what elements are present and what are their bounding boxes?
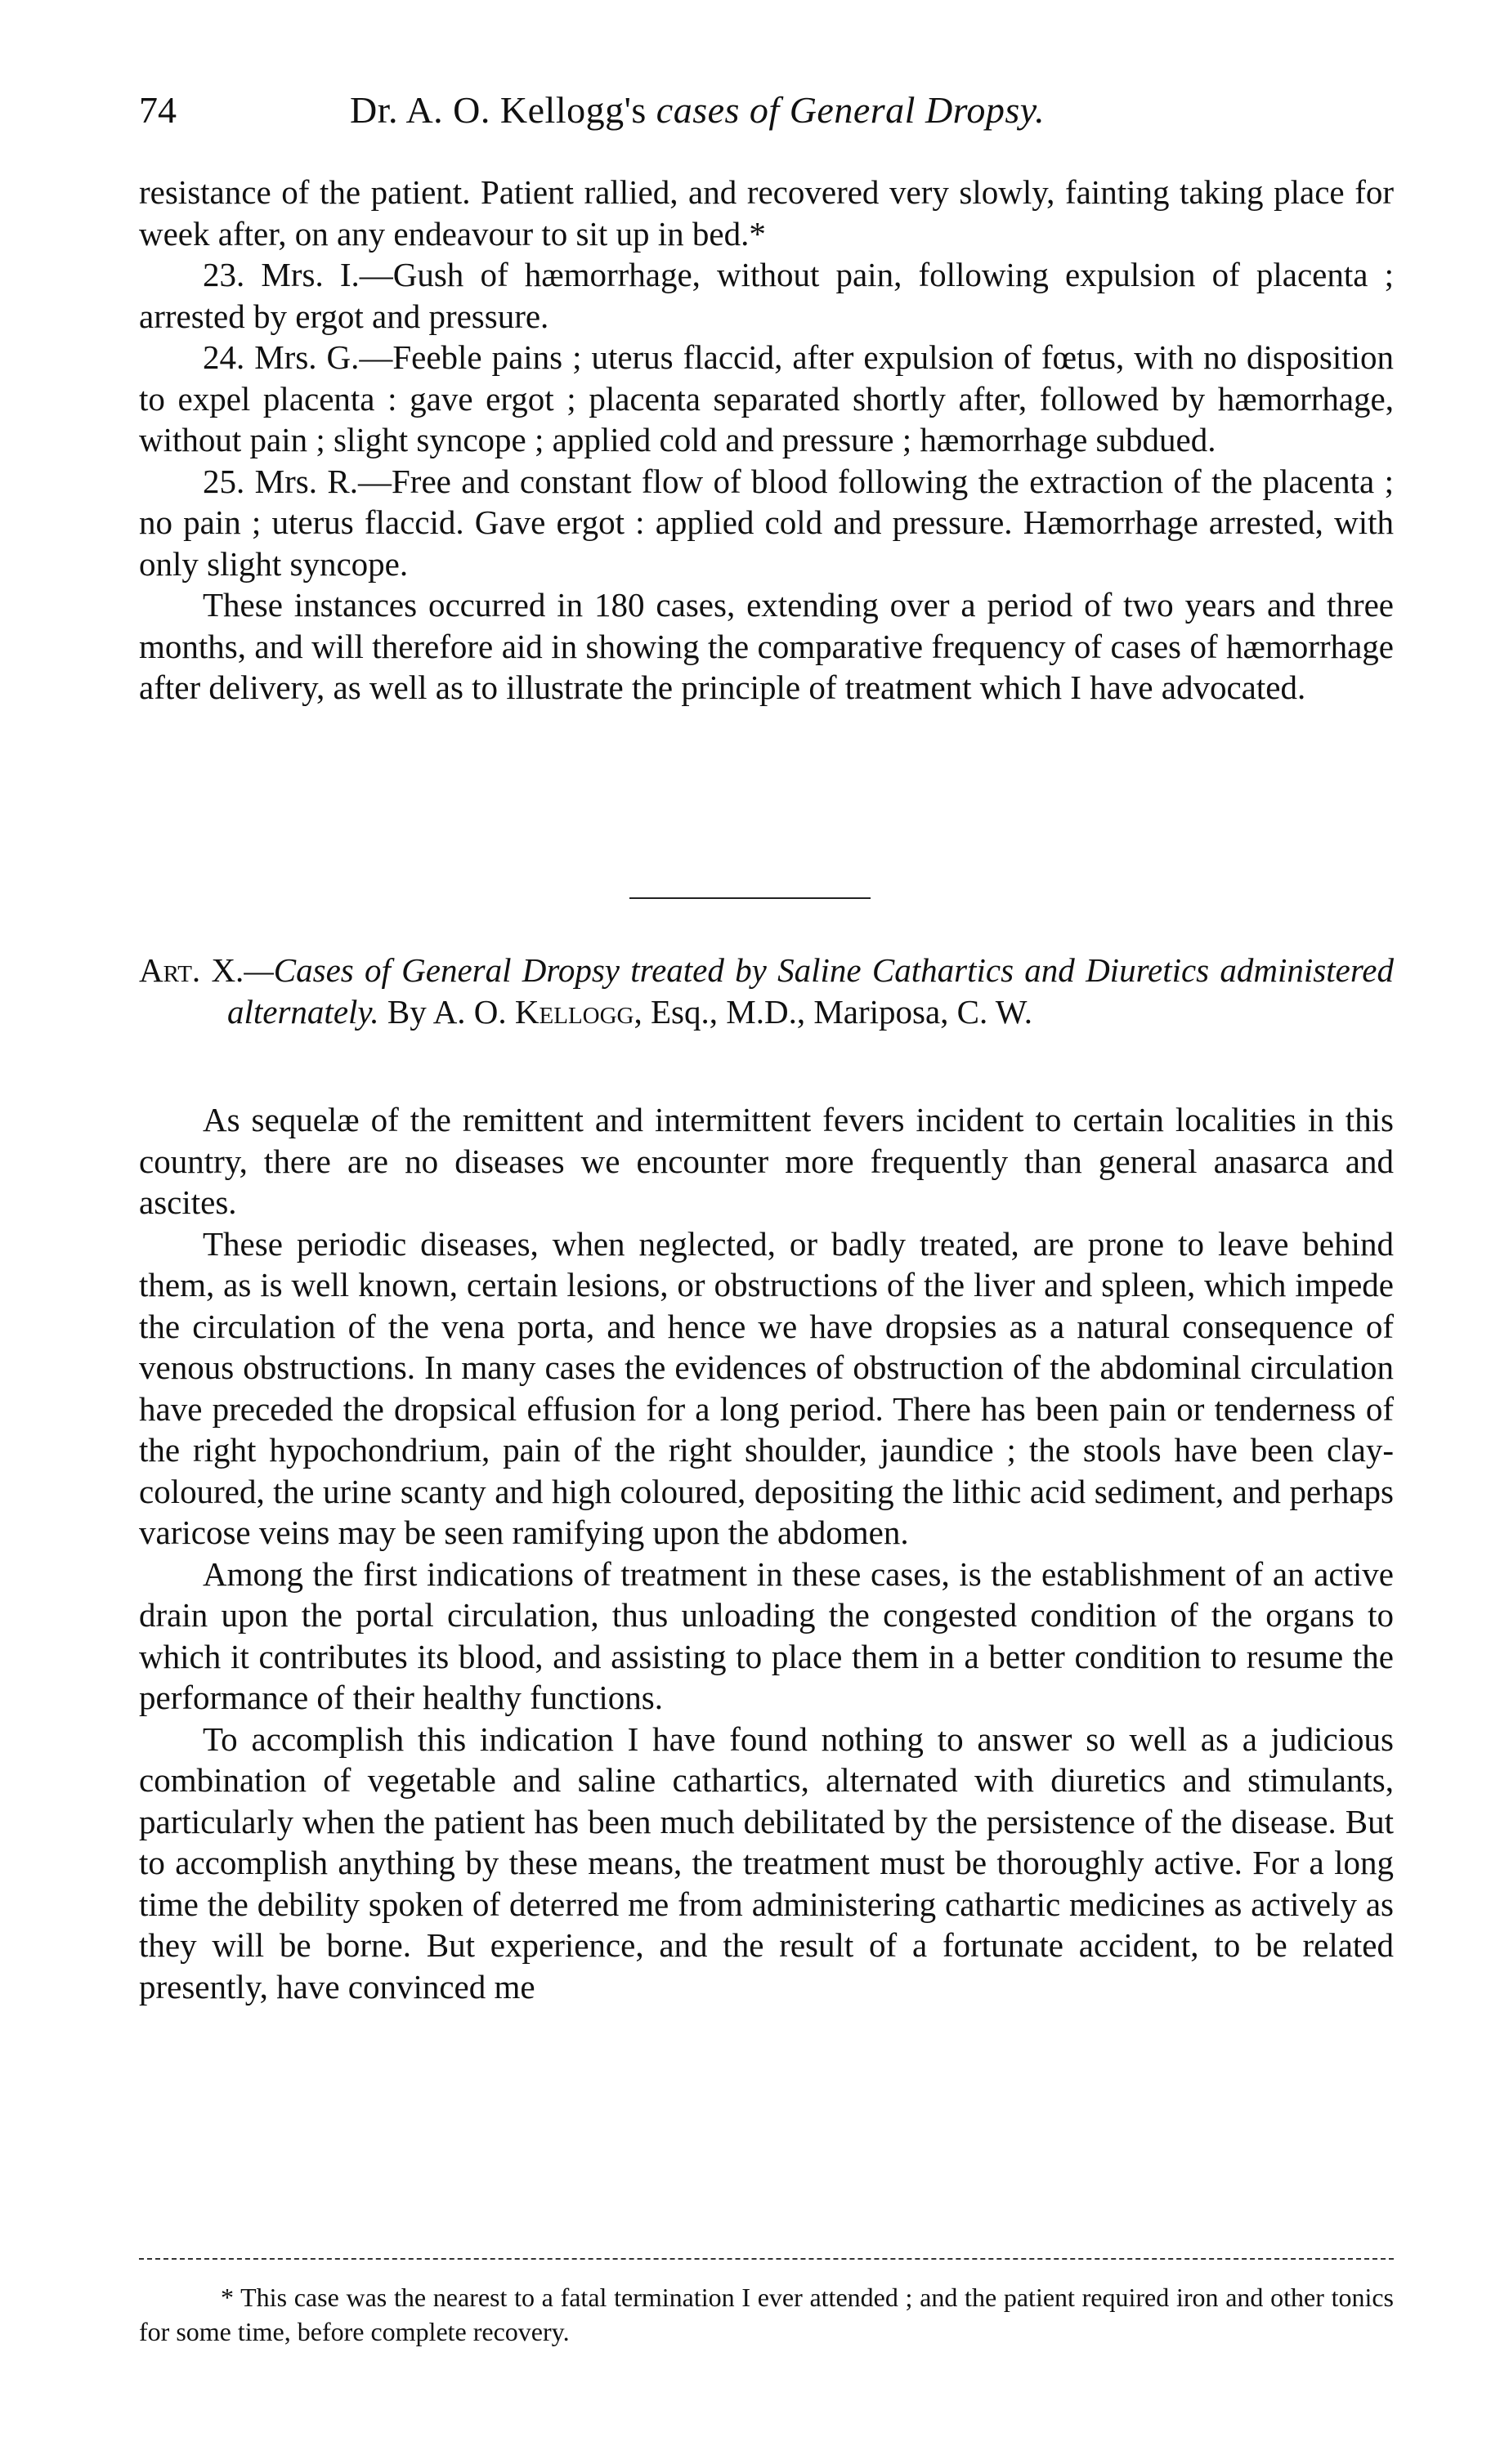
section-separator-rule: [629, 897, 871, 899]
footnote: * This case was the nearest to a fatal termination I ever attended ; and the patient required iron and other tonics for some time, before complete recovery.: [139, 2283, 1394, 2346]
body-paragraph-2: These periodic diseases, when neglected, or badly treated, are prone to leave behind them, as is well known, certain lesions, or obstructions of the liver and spleen, which impede the circulation of the vena porta, and hence we have dropsies as a natural consequence of venous obstructions. In many cases the evidences of obstruction of the abdominal circulation have preceded the dropsical effusion for a long period. There has been pain or tenderness of the right hypochondrium, pain of the right shoulder, jaundice ; the stools have been clay-coloured, the urine scanty and high coloured, depositing the lithic acid sediment, and perhaps varicose veins may be seen ramifying upon the abdomen.: [139, 1224, 1394, 1551]
article-label: Art. X.: [139, 951, 244, 989]
case-23-paragraph: 23. Mrs. I.—Gush of hæmorrhage, without pain, following expulsion of placenta ; arrested by ergot and pressure.: [139, 256, 1394, 335]
article-heading: [139, 950, 1394, 1032]
article-body: [139, 1099, 1394, 2007]
body-paragraph-3: Among the first indications of treatment in these cases, is the establishment of an active drain upon the portal circulation, thus unloading the congested condition of the organs to which it contributes its blood, and assisting to place them in a better condition to resume the performance of their healthy functions.: [139, 1554, 1394, 1716]
running-title: [350, 88, 1045, 132]
running-title-subject: cases of General Dropsy.: [656, 89, 1046, 131]
running-title-author: Dr. A. O. Kellogg's: [350, 89, 647, 131]
byline-suffix: , Esq., M.D., Mariposa, C. W.: [634, 992, 1032, 1031]
page-number: 74: [139, 89, 177, 131]
previous-article-conclusion: [139, 172, 1394, 709]
body-paragraph-1: As sequelæ of the remittent and intermittent fevers incident to certain localities in this country, there are no diseases we encounter more frequently than general anasarca and ascites.: [139, 1101, 1394, 1221]
footnote-rule: [139, 2258, 1394, 2260]
summary-paragraph: These instances occurred in 180 cases, extending over a period of two years and three months, and will therefore aid in showing the comparative frequency of cases of hæmorrhage after delivery, as well as to illustrate the principle of treatment which I have advocated.: [139, 586, 1394, 706]
running-head: [139, 88, 1422, 137]
case-24-paragraph: 24. Mrs. G.—Feeble pains ; uterus flaccid, after expulsion of fœtus, with no disposition to expel placenta : gave ergot ; placenta separated shortly after, followed by hæmorrhage, without pain ; slight syncope ; applied cold and pressure ; hæmorrhage subdued.: [139, 338, 1394, 458]
article-title: —Cases of General Dropsy treated by Saline Cathartics and Diuretics administered alternately.: [227, 951, 1394, 1031]
body-paragraph-4: To accomplish this indication I have found nothing to answer so well as a judicious combination of vegetable and saline cathartics, alternated with diuretics and stimulants, particularly when the patient has been much debilitated by the persistence of the disease. But to accomplish anything by these means, the treatment must be thoroughly active. For a long time the debility spoken of deterred me from administering cathartic medicines as actively as they will be borne. But experience, and the result of a fortunate accident, to be related presently, have convinced me: [139, 1719, 1394, 2006]
byline-prefix: By A. O.: [387, 992, 507, 1031]
case-25-paragraph: 25. Mrs. R.—Free and constant flow of blood following the extraction of the placenta ; no pain ; uterus flaccid. Gave ergot : applied cold and pressure. Hæmorrhage arrested, with only slight syncope.: [139, 462, 1394, 583]
article-author: Kellogg: [514, 992, 634, 1031]
paragraph-continuation: resistance of the patient. Patient rallied, and recovered very slowly, fainting taking place for week after, on any endeavour to sit up in bed.*: [139, 173, 1394, 253]
